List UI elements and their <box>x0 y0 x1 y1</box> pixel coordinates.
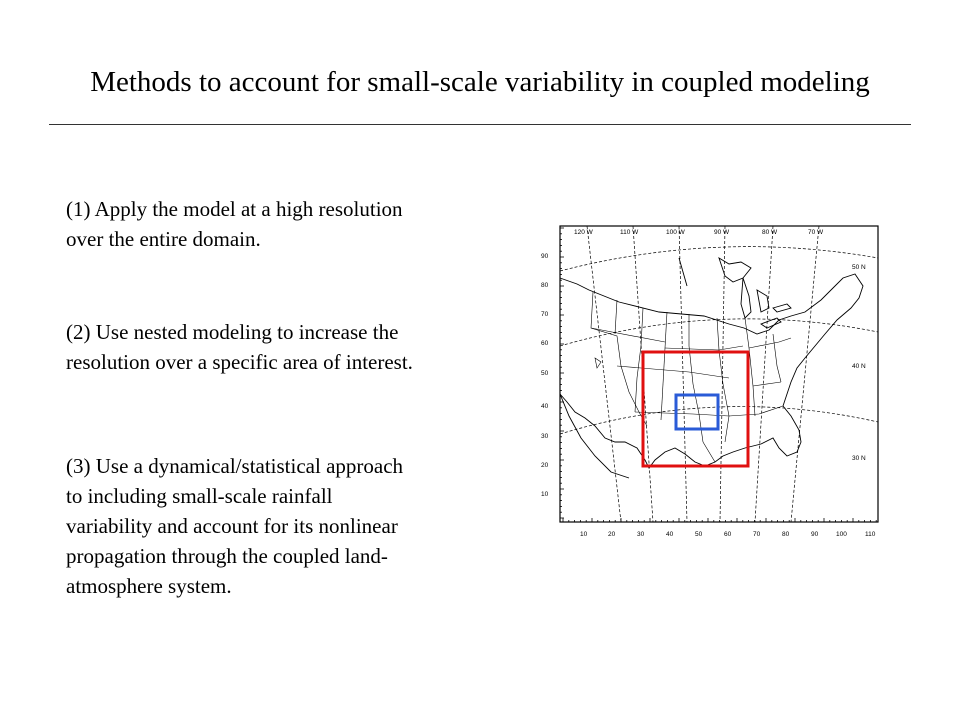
grid-index-label: 80 <box>541 282 549 289</box>
map-figure <box>529 216 888 546</box>
grid-index-label: 80 <box>782 531 790 538</box>
us-domain-map <box>529 216 888 546</box>
grid-index-label: 30 <box>541 433 549 440</box>
grid-index-label: 20 <box>541 462 549 469</box>
grid-index-label: 20 <box>608 531 616 538</box>
lat-label: 30 N <box>852 455 866 462</box>
lon-label: 100 W <box>666 229 685 236</box>
method-1-text: (1) Apply the model at a high resolution over the entire domain. <box>66 197 403 251</box>
lon-label: 90 W <box>714 229 730 236</box>
title-divider <box>49 124 911 125</box>
grid-index-label: 70 <box>753 531 761 538</box>
left-grid-index <box>541 253 549 498</box>
grid-index-label: 40 <box>541 403 549 410</box>
grid-index-label: 10 <box>541 491 549 498</box>
grid-index-label: 40 <box>666 531 674 538</box>
lon-label: 80 W <box>762 229 778 236</box>
lon-label: 110 W <box>620 229 639 236</box>
grid-index-label: 70 <box>541 311 549 318</box>
slide-title: Methods to account for small-scale variability in coupled modeling <box>90 66 870 98</box>
method-3-text: (3) Use a dynamical/statistical approach to including small-scale rainfall variability and account for its nonlinear propagation through the coupled land- atmosphere system. <box>66 454 404 598</box>
grid-index-label: 50 <box>541 370 549 377</box>
grid-index-label: 10 <box>580 531 588 538</box>
grid-index-label: 110 <box>865 531 876 538</box>
lat-label: 50 N <box>852 264 866 271</box>
method-2-text: (2) Use nested modeling to increase the resolution over a specific area of interest. <box>66 320 413 374</box>
grid-index-label: 90 <box>541 253 549 260</box>
lon-label: 120 W <box>574 229 593 236</box>
map-frame <box>560 226 878 522</box>
lat-label: 40 N <box>852 363 866 370</box>
lon-label: 70 W <box>808 229 824 236</box>
grid-index-label: 90 <box>811 531 819 538</box>
grid-index-label: 100 <box>836 531 847 538</box>
bottom-grid-index <box>580 531 876 538</box>
grid-index-label: 60 <box>541 340 549 347</box>
grid-index-label: 50 <box>695 531 703 538</box>
grid-index-label: 60 <box>724 531 732 538</box>
grid-index-label: 30 <box>637 531 645 538</box>
